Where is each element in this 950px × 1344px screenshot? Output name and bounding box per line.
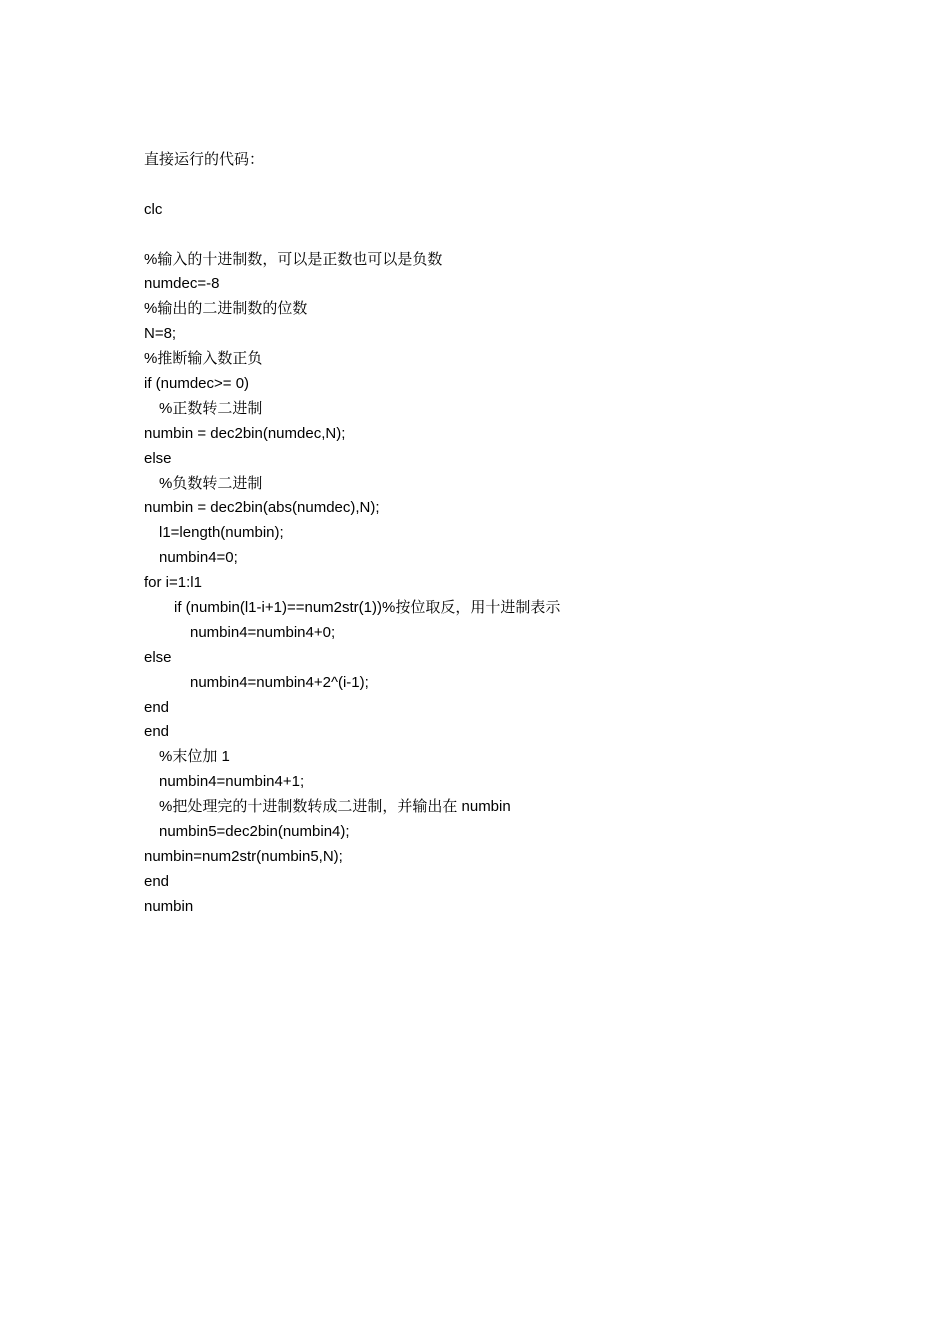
document-body: [144, 148, 844, 920]
code-line: numbin4=numbin4+1;: [159, 773, 305, 791]
code-line: numdec=-8: [144, 275, 220, 293]
blank-line: [144, 223, 844, 248]
code-comment: %正数转二进制: [159, 399, 263, 417]
document-heading: 直接运行的代码：: [144, 151, 265, 168]
code-line: numbin = dec2bin(numdec,N);: [144, 424, 346, 442]
code-line: numbin4=0;: [159, 549, 238, 567]
code-comment: %把处理完的十进制数转成二进制，并输出在 numbin: [159, 798, 511, 816]
code-line: if (numdec>= 0): [144, 375, 250, 393]
code-line: end: [144, 872, 170, 890]
code-line: end: [144, 698, 170, 716]
code-line: numbin=num2str(numbin5,N);: [144, 847, 343, 865]
code-line: numbin4=numbin4+0;: [190, 623, 336, 641]
code-line: else: [144, 648, 172, 666]
code-line: for i=1:l1: [144, 574, 202, 592]
code-line: numbin: [144, 897, 194, 915]
code-line: else: [144, 449, 172, 467]
code-line: numbin = dec2bin(abs(numdec),N);: [144, 499, 380, 517]
code-line: if (numbin(l1-i+1)==num2str(1))%按位取反，用十进制表示: [174, 599, 561, 617]
code-comment: %末位加 1: [159, 748, 230, 766]
blank-line: [144, 173, 844, 198]
code-comment: %推断输入数正负: [144, 350, 263, 368]
code-line: l1=length(numbin);: [159, 524, 284, 542]
code-comment: %输入的十进制数，可以是正数也可以是负数: [144, 250, 443, 268]
code-line: end: [144, 723, 170, 741]
code-line: numbin5=dec2bin(numbin4);: [159, 823, 350, 841]
code-line: clc: [144, 200, 163, 218]
code-comment: %输出的二进制数的位数: [144, 300, 308, 318]
code-line: numbin4=numbin4+2^(i-1);: [190, 673, 369, 691]
code-comment: %负数转二进制: [159, 474, 263, 492]
code-line: N=8;: [144, 325, 177, 343]
